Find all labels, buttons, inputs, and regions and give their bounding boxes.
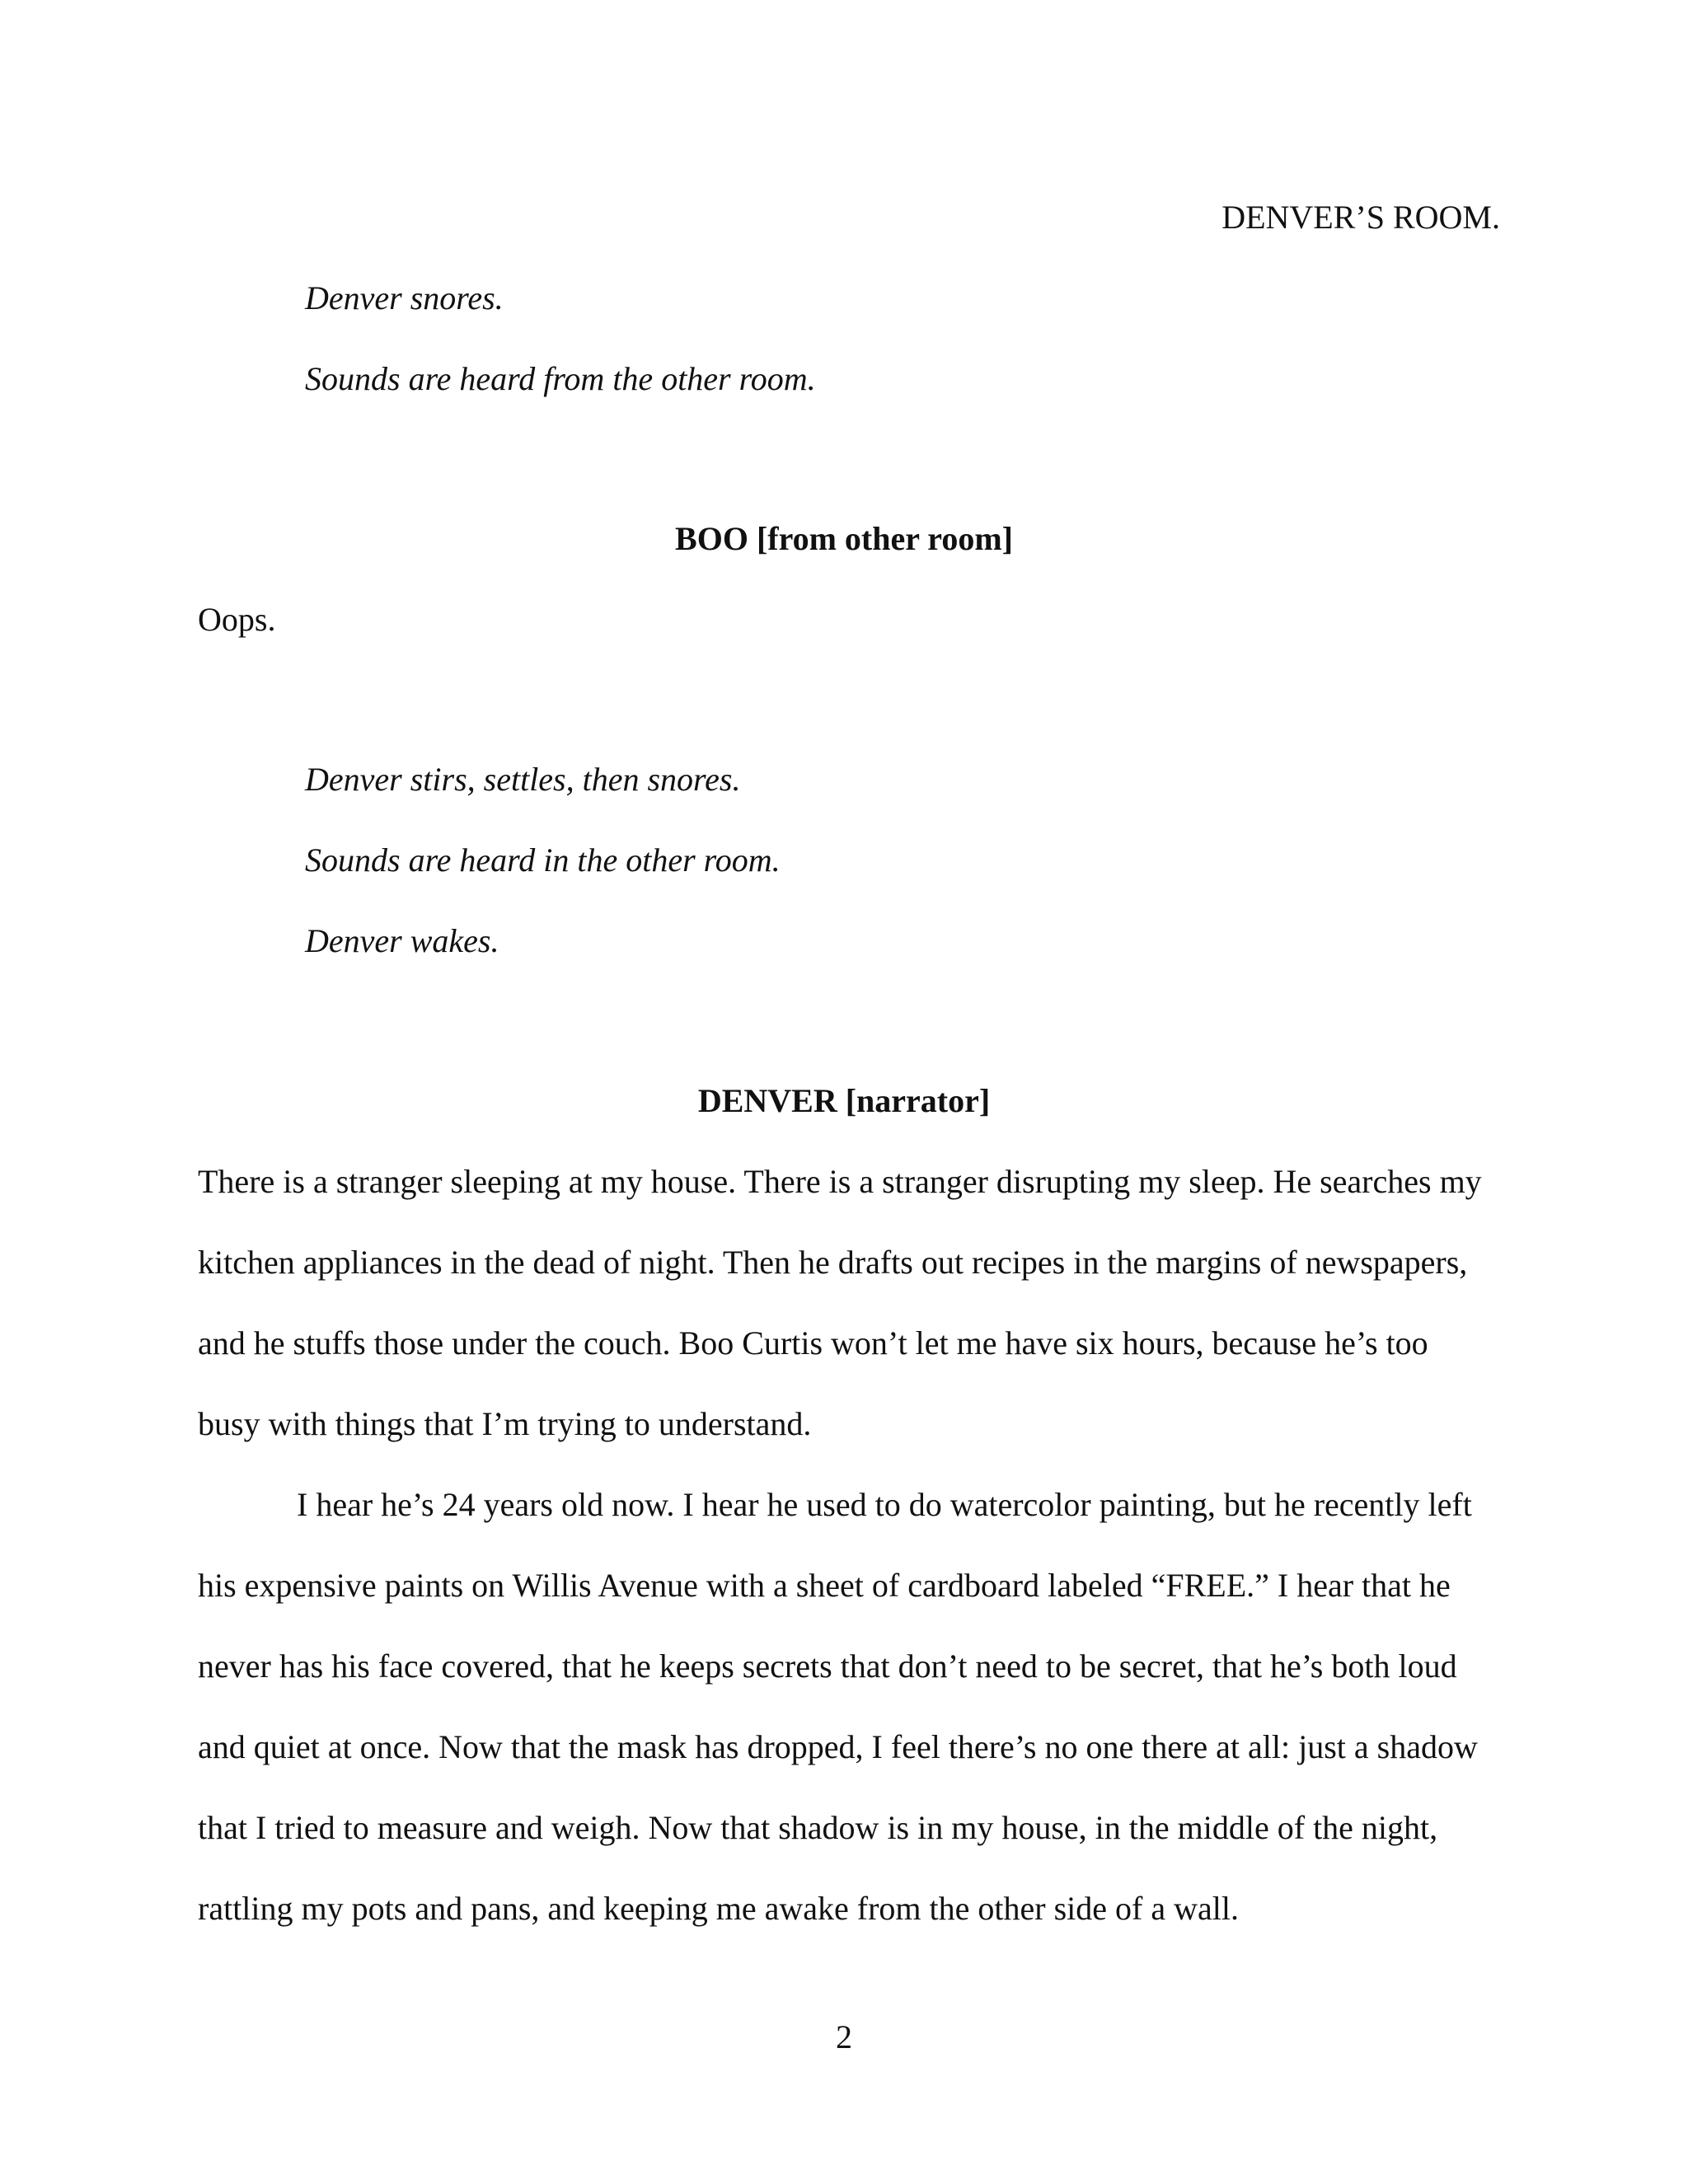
dialogue-line: Oops.: [198, 601, 276, 638]
stage-direction: Sounds are heard in the other room.: [305, 841, 781, 879]
dialogue-line: never has his face covered, that he keeps secrets that don’t need to be secret, that he’s both loud: [198, 1647, 1457, 1685]
dialogue-line: I hear he’s 24 years old now. I hear he used to do watercolor painting, but he recently left: [297, 1486, 1472, 1523]
dialogue-line: busy with things that I’m trying to understand.: [198, 1405, 812, 1442]
character-name-boo: BOO [from other room]: [675, 520, 1013, 557]
dialogue-line: and quiet at once. Now that the mask has dropped, I feel there’s no one there at all: just a shadow: [198, 1728, 1478, 1765]
stage-direction: Denver wakes.: [305, 922, 499, 959]
dialogue-line: his expensive paints on Willis Avenue with a sheet of cardboard labeled “FREE.” I hear that he: [198, 1567, 1451, 1604]
dialogue-line: There is a stranger sleeping at my house. There is a stranger disrupting my sleep. He searches my: [198, 1163, 1482, 1200]
stage-direction: Denver snores.: [305, 279, 504, 316]
dialogue-line: and he stuffs those under the couch. Boo Curtis won’t let me have six hours, because he’s too: [198, 1324, 1428, 1361]
character-name-denver: DENVER [narrator]: [697, 1082, 991, 1119]
scene-heading: DENVER’S ROOM.: [1221, 199, 1500, 236]
stage-direction: Denver stirs, settles, then snores.: [305, 761, 741, 798]
dialogue-line: kitchen appliances in the dead of night. Then he drafts out recipes in the margins of newspapers,: [198, 1244, 1468, 1281]
dialogue-line: that I tried to measure and weigh. Now that shadow is in my house, in the middle of the night,: [198, 1809, 1438, 1846]
stage-direction: Sounds are heard from the other room.: [305, 360, 816, 397]
dialogue-line: rattling my pots and pans, and keeping me awake from the other side of a wall.: [198, 1890, 1239, 1927]
page-number: 2: [836, 2018, 852, 2055]
